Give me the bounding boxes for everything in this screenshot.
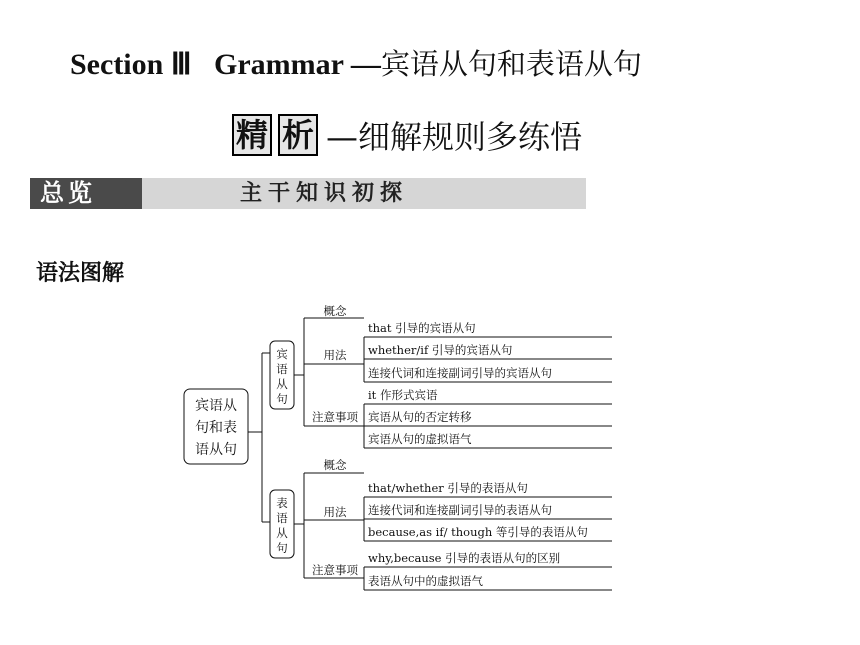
root-line-1: 宾语从 <box>195 398 237 414</box>
b1-notes-item-1: it 作形式宾语 <box>368 388 438 402</box>
b1-notes-item-2: 宾语从句的否定转移 <box>368 410 472 424</box>
root-line-3: 语从句 <box>195 442 237 458</box>
boxed-char-jing: 精 <box>232 114 272 156</box>
grammar-label: Grammar — <box>214 48 381 81</box>
b2-notes: 注意事项 <box>312 563 358 577</box>
branch1-char-1: 宾 <box>276 347 288 361</box>
section-heading: 语法图解 <box>36 261 125 286</box>
b1-concept: 概念 <box>323 304 347 318</box>
topic-label: 宾语从句和表语从句 <box>380 47 642 81</box>
banner-tag-label: 总览 <box>40 179 96 207</box>
b2-usage-item-2: 连接代词和连接副词引导的表语从句 <box>368 503 552 517</box>
branch2-char-3: 从 <box>276 526 288 540</box>
b1-usage: 用法 <box>323 348 347 362</box>
b2-usage-item-1: that/whether 引导的表语从句 <box>368 481 528 495</box>
branch1-char-3: 从 <box>276 377 288 391</box>
boxed-char-xi: 析 <box>278 114 318 156</box>
branch2-char-4: 句 <box>276 541 288 555</box>
branch2-char-2: 语 <box>276 511 288 525</box>
subtitle-text: —细解规则多练悟 <box>326 118 583 156</box>
b1-usage-item-3: 连接代词和连接副词引导的宾语从句 <box>368 366 552 380</box>
banner-title: 主干知识初探 <box>240 181 409 206</box>
b1-notes: 注意事项 <box>312 410 358 424</box>
b1-notes-item-3: 宾语从句的虚拟语气 <box>368 432 472 446</box>
branch1-char-4: 句 <box>276 392 288 406</box>
section-label: Section Ⅲ <box>70 48 192 81</box>
b2-notes-item-1: why,because 引导的表语从句的区别 <box>368 551 561 565</box>
b2-notes-item-2: 表语从句中的虚拟语气 <box>368 574 483 588</box>
b1-usage-item-2: whether/if 引导的宾语从句 <box>368 343 513 357</box>
b1-usage-item-1: that 引导的宾语从句 <box>368 321 476 335</box>
b2-usage-item-3: because,as if/ though 等引导的表语从句 <box>368 525 588 539</box>
b2-concept: 概念 <box>323 458 347 472</box>
b2-usage: 用法 <box>323 505 347 519</box>
branch2-char-1: 表 <box>276 496 288 510</box>
root-line-2: 句和表 <box>195 420 237 436</box>
branch1-char-2: 语 <box>276 362 288 376</box>
